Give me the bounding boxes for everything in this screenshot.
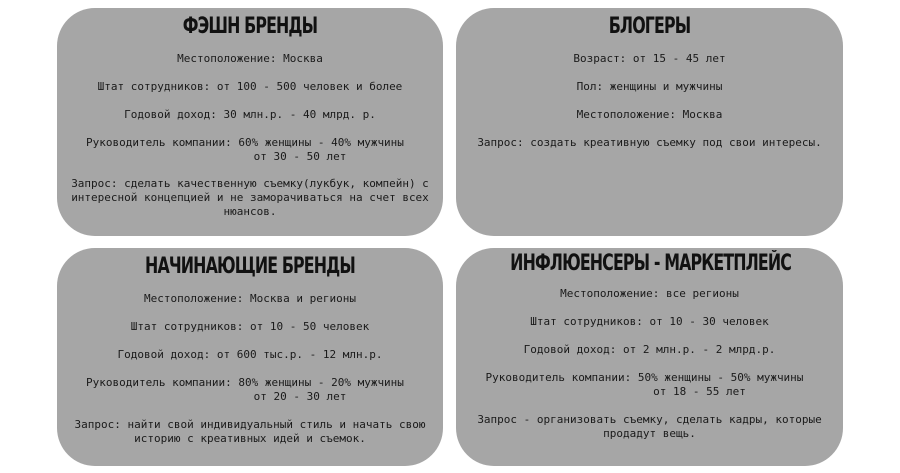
card-body (456, 52, 843, 150)
card-title: НАЧИНАЮЩИЕ БРЕНДЫ (145, 254, 355, 279)
card-body (57, 52, 443, 219)
head-text: Руководитель компании: 50% женщины - 50% мужчины (485, 371, 804, 384)
card-title: ФЭШН БРЕНДЫ (182, 14, 318, 39)
age-text: Возраст: от 15 - 45 лет (573, 52, 726, 65)
card-body (57, 292, 443, 446)
location-text: Местоположение: все регионы (560, 287, 739, 300)
head-age-text: от 20 - 30 лет (253, 390, 347, 403)
request-text: Запрос - организовать съемку, сделать кадры, которые продадут вещь. (477, 413, 822, 440)
staff-text: Штат сотрудников: от 10 - 50 человек (130, 320, 370, 333)
segment-card-starting-brands (57, 248, 443, 466)
gender-text: Пол: женщины и мужчины (576, 80, 723, 93)
segment-card-influencers-marketplace (456, 248, 843, 466)
card-title: ИНФЛЮЕНСЕРЫ - МАРКЕТПЛЕЙС (510, 251, 792, 276)
request-text: Запрос: сделать качественную съемку(лукбук, компейн) с интересной концепцией и не заморачиваться на счет всех нюансов. (71, 177, 429, 218)
head-age-text: от 30 - 50 лет (253, 150, 347, 163)
income-text: Годовой доход: от 2 млн.р. - 2 млрд.р. (523, 343, 776, 356)
request-text: Запрос: найти свой индивидуальный стиль и начать свою историю с креативных идей и съемок. (74, 418, 426, 445)
request-text: Запрос: создать креативную съемку под свои интересы. (477, 136, 822, 149)
location-text: Местоположение: Москва и регионы (144, 292, 356, 305)
location-text: Местоположение: Москва (177, 52, 323, 65)
staff-text: Штат сотрудников: от 10 - 30 человек (530, 315, 769, 328)
segment-card-fashion-brands (57, 8, 443, 236)
staff-text: Штат сотрудников: от 100 - 500 человек и более (97, 80, 403, 93)
card-body (456, 287, 843, 441)
location-text: Местоположение: Москва (576, 108, 723, 121)
income-text: Годовой доход: от 600 тыс.р. - 12 млн.р. (117, 348, 383, 361)
income-text: Годовой доход: 30 млн.р. - 40 млрд. р. (124, 108, 376, 121)
head-text: Руководитель компании: 80% женщины - 20% мужчины (86, 376, 404, 389)
card-title: БЛОГЕРЫ (608, 14, 691, 39)
head-text: Руководитель компании: 60% женщины - 40% мужчины (86, 136, 404, 149)
segment-card-bloggers (456, 8, 843, 236)
head-age-text: от 18 - 55 лет (653, 385, 746, 398)
